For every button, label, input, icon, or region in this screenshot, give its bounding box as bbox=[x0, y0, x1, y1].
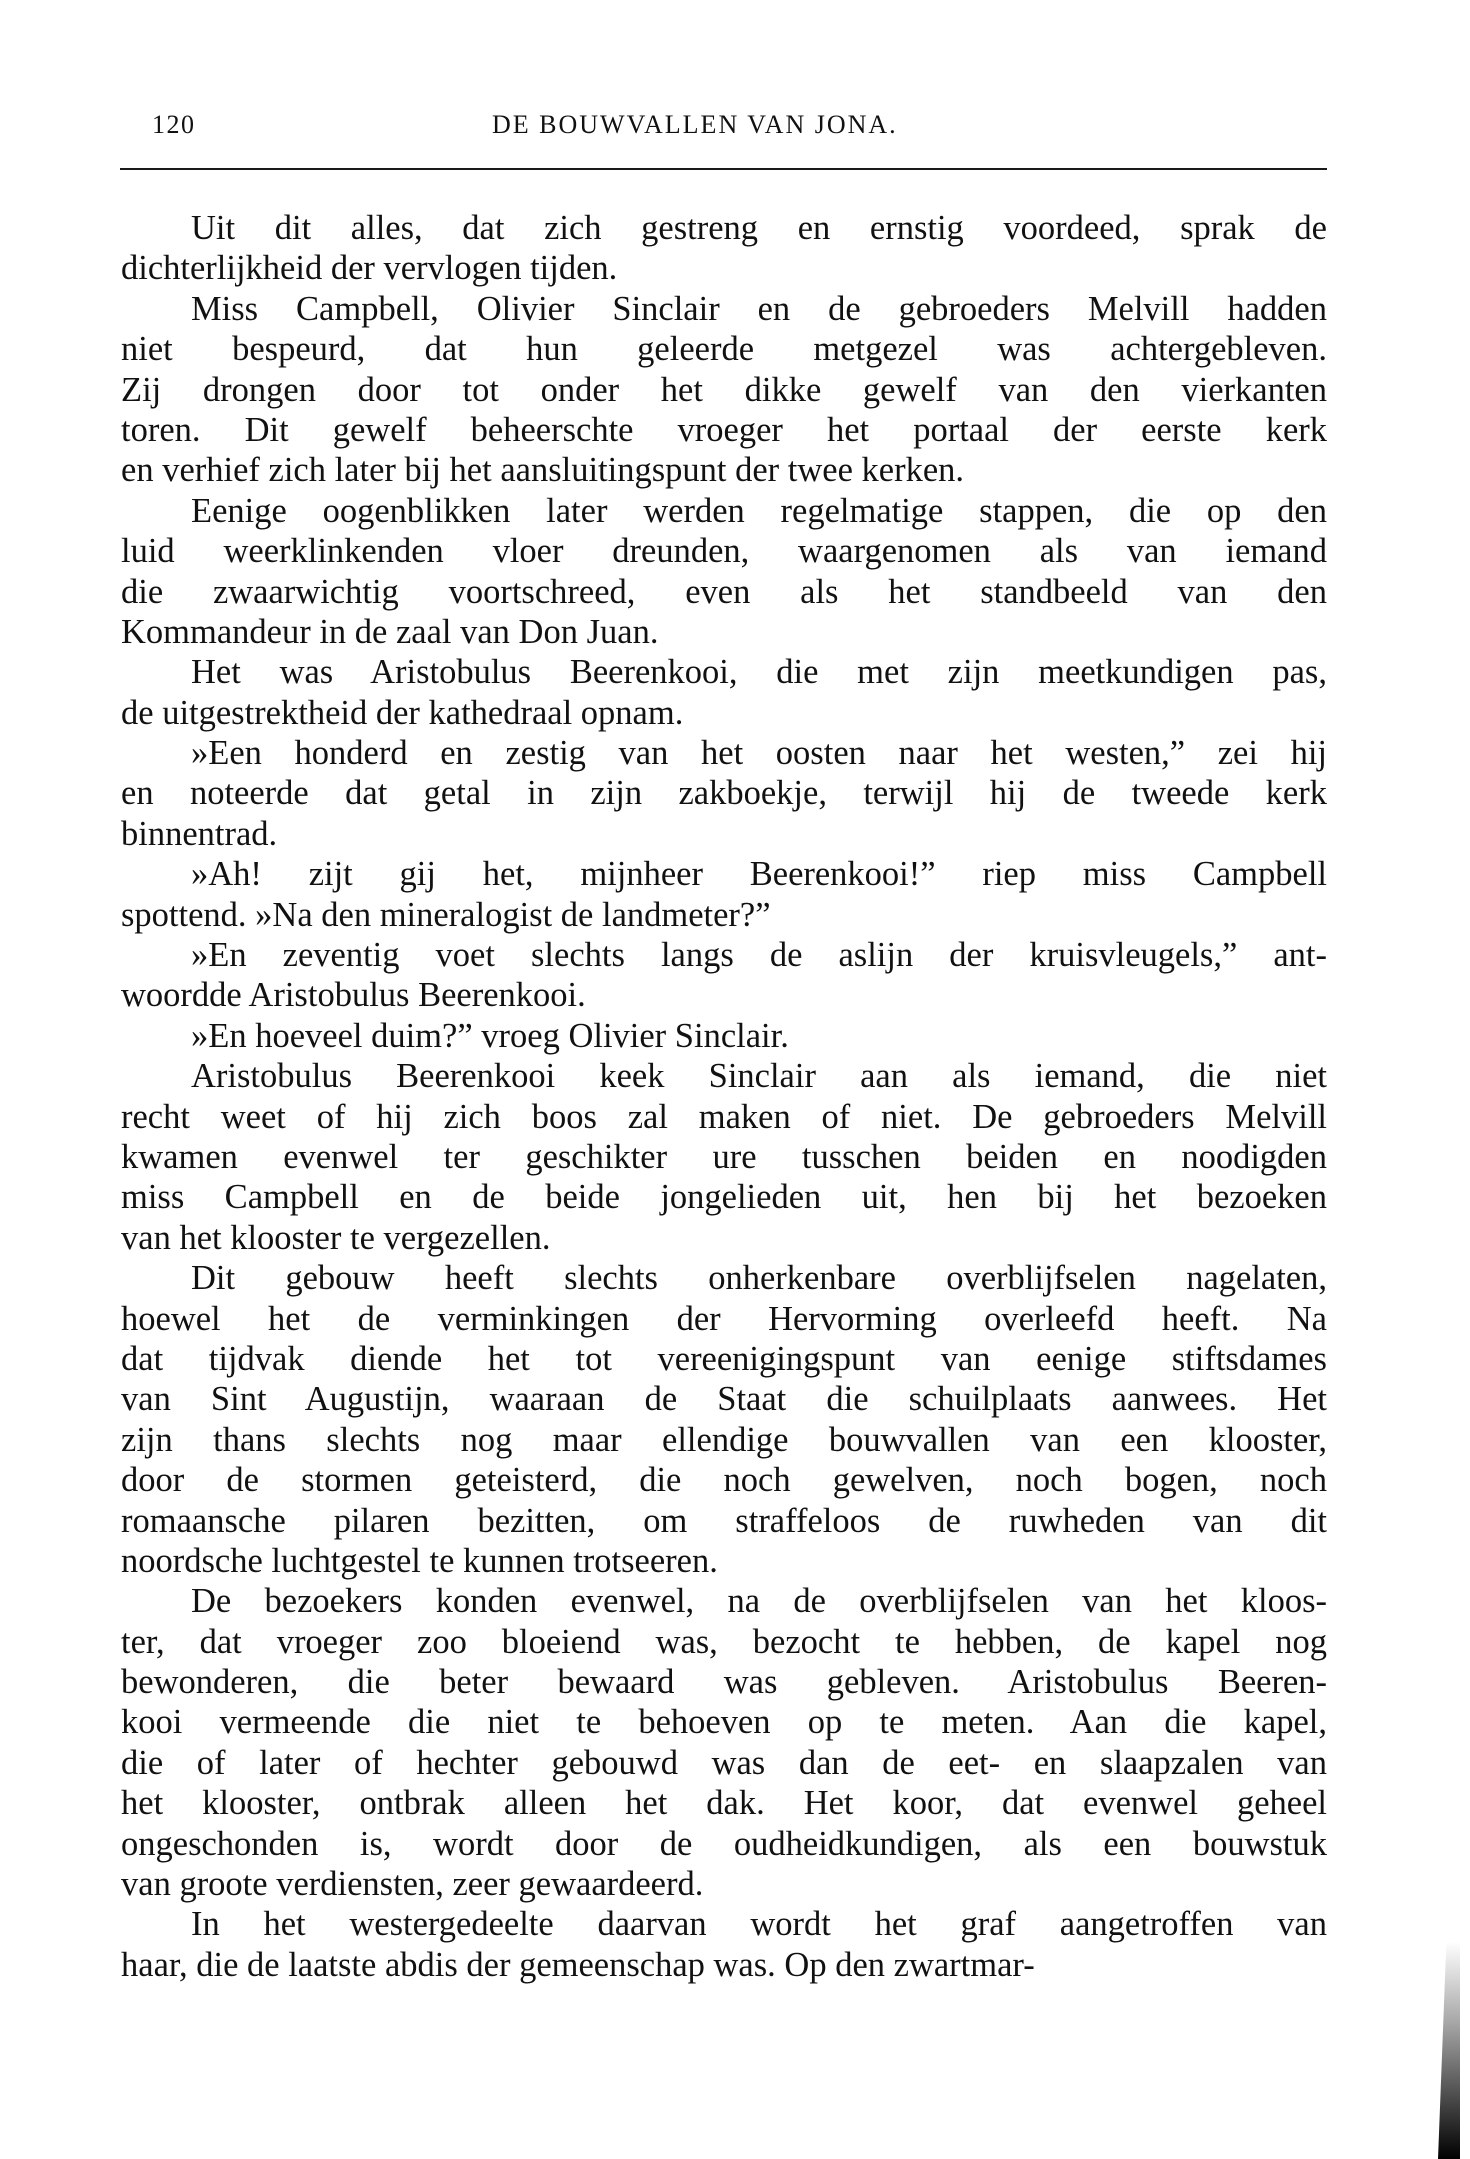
text-line: woordde Aristobulus Beerenkooi. bbox=[121, 976, 586, 1015]
paragraph bbox=[121, 1016, 1327, 1056]
running-head bbox=[152, 110, 1324, 146]
text-line: toren. Dit gewelf beheerschte vroeger het portaal der eerste kerk bbox=[121, 410, 1327, 449]
text-line: Kommandeur in de zaal van Don Juan. bbox=[121, 612, 659, 651]
text-line: »En zeventig voet slechts langs de aslijn der kruisvleugels,” ant- bbox=[191, 936, 1327, 975]
text-line: die of later of hechter gebouwd was dan de eet- en slaapzalen van bbox=[121, 1743, 1327, 1782]
text-line: kooi vermeende die niet te behoeven op te meten. Aan die kapel, bbox=[121, 1703, 1327, 1742]
text-line: noordsche luchtgestel te kunnen trotseeren. bbox=[121, 1541, 718, 1580]
text-line: het klooster, ontbrak alleen het dak. Het koor, dat evenwel geheel bbox=[121, 1784, 1327, 1823]
text-line: miss Campbell en de beide jongelieden uit, hen bij het bezoeken bbox=[121, 1178, 1327, 1217]
text-line: van het klooster te vergezellen. bbox=[121, 1218, 551, 1257]
text-line: spottend. »Na den mineralogist de landmeter?” bbox=[121, 895, 771, 934]
paragraph bbox=[121, 854, 1327, 935]
text-line: luid weerklinkenden vloer dreunden, waargenomen als van iemand bbox=[121, 532, 1327, 571]
text-line: dichterlijkheid der vervlogen tijden. bbox=[121, 249, 618, 288]
text-line: Eenige oogenblikken later werden regelmatige stappen, die op den bbox=[191, 491, 1327, 530]
paragraph bbox=[121, 1258, 1327, 1581]
text-line: kwamen evenwel ter geschikter ure tusschen beiden en noodigden bbox=[121, 1137, 1327, 1176]
text-line: Zij drongen door tot onder het dikke gewelf van den vierkanten bbox=[121, 370, 1327, 409]
text-line: van groote verdiensten, zeer gewaardeerd. bbox=[121, 1865, 704, 1904]
text-line: ongeschonden is, wordt door de oudheidkundigen, als een bouwstuk bbox=[121, 1824, 1327, 1863]
header-rule bbox=[120, 168, 1327, 170]
text-line: Het was Aristobulus Beerenkooi, die met zijn meetkundigen pas, bbox=[191, 653, 1327, 692]
text-line: Uit dit alles, dat zich gestreng en ernstig voordeed, sprak de bbox=[191, 209, 1327, 247]
paragraph bbox=[121, 1581, 1327, 1904]
text-line: Dit gebouw heeft slechts onherkenbare overblijfselen nagelaten, bbox=[191, 1259, 1327, 1298]
body-text bbox=[121, 208, 1327, 1985]
text-line: »Ah! zijt gij het, mijnheer Beerenkooi!” riep miss Campbell bbox=[191, 855, 1327, 894]
text-line: »Een honderd en zestig van het oosten naar het westen,” zei hij bbox=[191, 734, 1327, 773]
text-line: dat tijdvak diende het tot vereenigingspunt van eenige stiftsdames bbox=[121, 1339, 1327, 1378]
text-line: »En hoeveel duim?” vroeg Olivier Sinclair. bbox=[191, 1016, 789, 1055]
text-line: haar, die de laatste abdis der gemeenschap was. Op den zwartmar- bbox=[121, 1945, 1035, 1984]
paragraph bbox=[121, 1904, 1327, 1985]
text-line: en noteerde dat getal in zijn zakboekje, terwijl hij de tweede kerk bbox=[121, 774, 1327, 813]
paragraph bbox=[121, 733, 1327, 854]
text-line: bewonderen, die beter bewaard was gebleven. Aristobulus Beeren- bbox=[121, 1663, 1327, 1702]
text-line: De bezoekers konden evenwel, na de overblijfselen van het kloos- bbox=[191, 1582, 1327, 1621]
page-number: 120 bbox=[152, 110, 196, 139]
text-line: ter, dat vroeger zoo bloeiend was, bezocht te hebben, de kapel nog bbox=[121, 1622, 1327, 1661]
paragraph bbox=[121, 289, 1327, 491]
text-line: zijn thans slechts nog maar ellendige bouwvallen van een klooster, bbox=[121, 1420, 1327, 1459]
paragraph bbox=[121, 652, 1327, 733]
text-line: recht weet of hij zich boos zal maken of niet. De gebroeders Melvill bbox=[121, 1097, 1327, 1136]
text-line: van Sint Augustijn, waaraan de Staat die schuilplaats aanwees. Het bbox=[121, 1380, 1327, 1419]
text-line: Miss Campbell, Olivier Sinclair en de gebroeders Melvill hadden bbox=[191, 289, 1327, 328]
paragraph bbox=[121, 491, 1327, 653]
text-line: binnentrad. bbox=[121, 814, 278, 853]
text-line: die zwaarwichtig voortschreed, even als het standbeeld van den bbox=[121, 572, 1327, 611]
text-line: niet bespeurd, dat hun geleerde metgezel was achtergebleven. bbox=[121, 330, 1327, 369]
text-line: en verhief zich later bij het aansluitingspunt der twee kerken. bbox=[121, 451, 965, 490]
paragraph bbox=[121, 1056, 1327, 1258]
text-line: In het westergedeelte daarvan wordt het graf aangetroffen van bbox=[191, 1905, 1327, 1944]
text-line: door de stormen geteisterd, die noch gewelven, noch bogen, noch bbox=[121, 1461, 1327, 1500]
paragraph bbox=[121, 935, 1327, 1016]
text-line: de uitgestrektheid der kathedraal opnam. bbox=[121, 693, 684, 732]
text-line: Aristobulus Beerenkooi keek Sinclair aan als iemand, die niet bbox=[191, 1057, 1327, 1096]
paragraph bbox=[121, 208, 1327, 289]
text-line: hoewel het de verminkingen der Hervorming overleefd heeft. Na bbox=[121, 1299, 1327, 1338]
scan-page-edge-shadow bbox=[1430, 0, 1470, 2159]
text-line: romaansche pilaren bezitten, om straffeloos de ruwheden van dit bbox=[121, 1501, 1327, 1540]
running-title: DE BOUWVALLEN VAN JONA. bbox=[492, 110, 898, 139]
